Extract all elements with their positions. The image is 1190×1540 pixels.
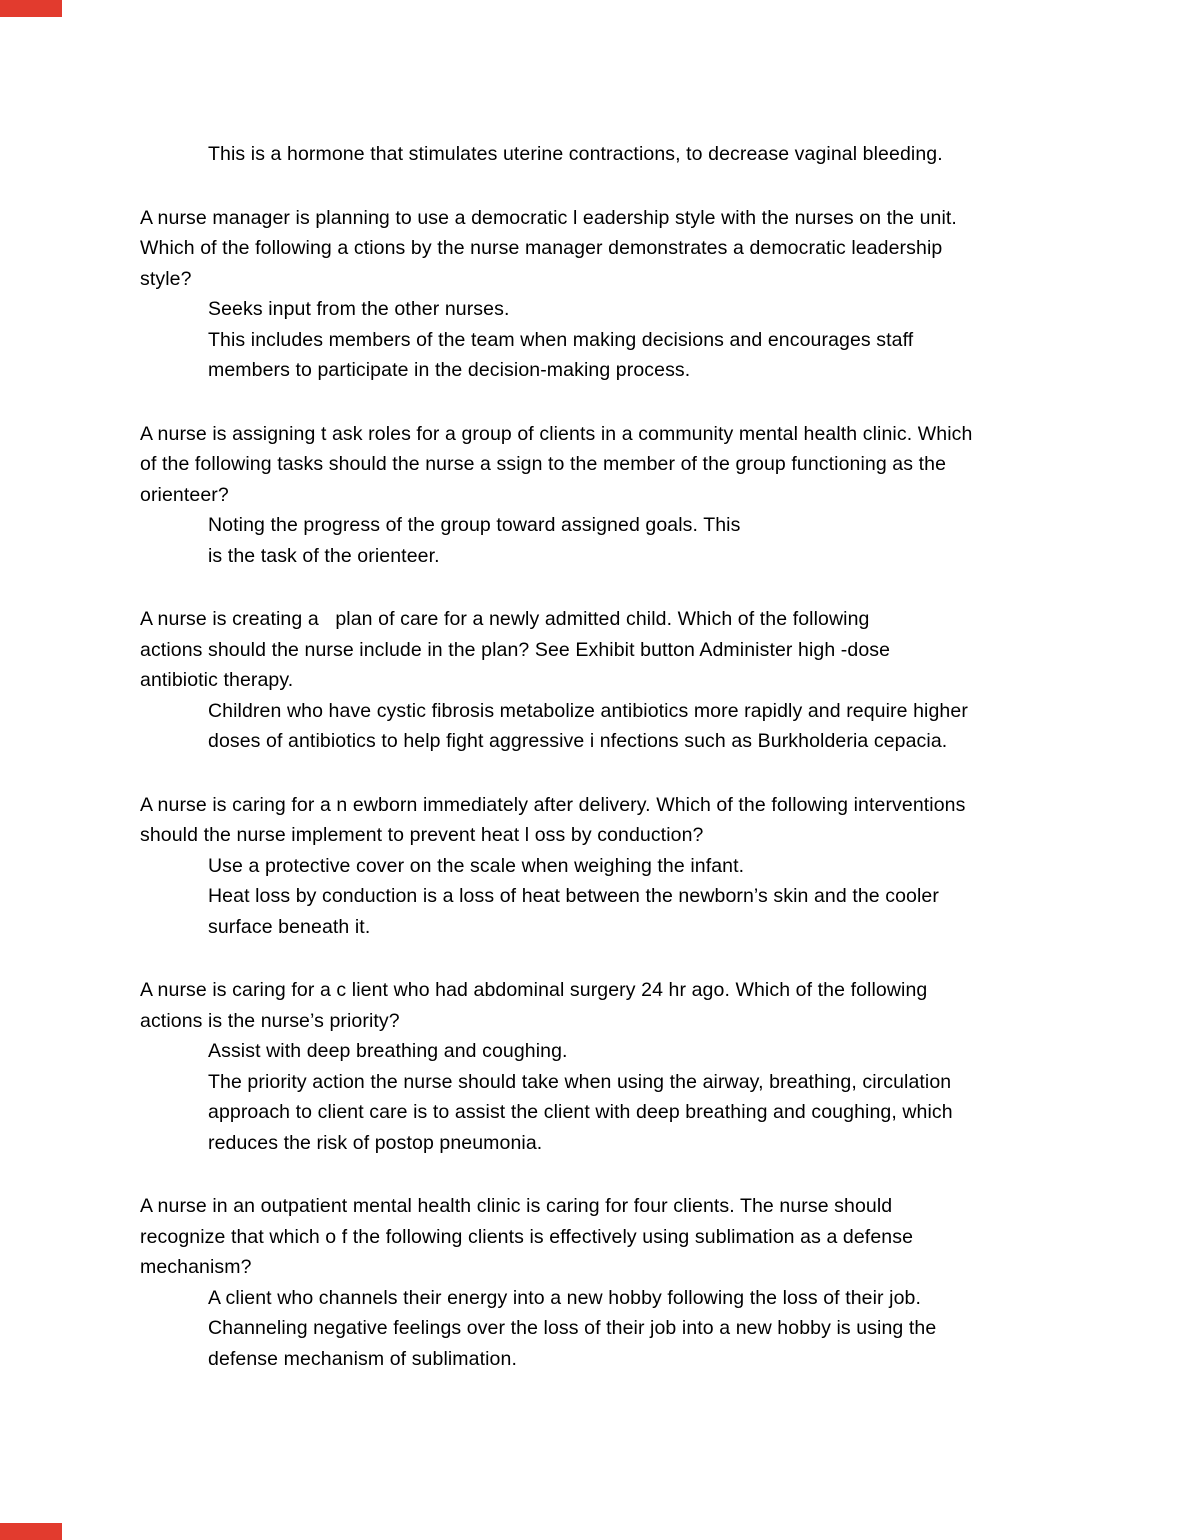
text-line: Use a protective cover on the scale when weighing the infant. — [208, 854, 745, 877]
text-line: Channeling negative feelings over the loss of their job into a new hobby is using the — [208, 1317, 937, 1339]
text-line: defense mechanism of sublimation. — [208, 1347, 517, 1370]
paragraph-block — [0, 1191, 1190, 1374]
text-line: This is a hormone that stimulates uterine contractions, to decrease vaginal bleeding. — [208, 143, 943, 165]
text-line: recognize that which o f the following clients is effectively using sublimation as a defense — [140, 1225, 914, 1248]
text-line: A nurse is caring for a n ewborn immediately after delivery. Which of the following interventions — [140, 793, 966, 816]
paragraph-block — [0, 203, 1190, 386]
text-line: of the following tasks should the nurse a ssign to the member of the group functioning as the — [140, 453, 947, 475]
paragraph-block — [0, 419, 1190, 572]
text-line: style? — [140, 267, 192, 290]
text-line: actions is the nurse’s priority? — [140, 1009, 400, 1032]
text-line: A nurse is assigning t ask roles for a group of clients in a community mental health clinic. Which — [140, 422, 973, 445]
text-line: mechanism? — [140, 1256, 252, 1278]
text-line: reduces the risk of postop pneumonia. — [208, 1131, 543, 1154]
text-line: A nurse is creating a plan of care for a newly admitted child. Which of the following — [140, 608, 870, 630]
text-line: antibiotic therapy. — [140, 669, 294, 691]
text-line: The priority action the nurse should take when using the airway, breathing, circulation — [208, 1070, 952, 1093]
paragraph-block — [0, 790, 1190, 943]
text-line: A nurse in an outpatient mental health clinic is caring for four clients. The nurse should — [140, 1195, 893, 1217]
text-line: members to participate in the decision-making process. — [208, 359, 691, 381]
text-line: should the nurse implement to prevent heat l oss by conduction? — [140, 824, 704, 846]
page-corner-marker-bottom-left — [0, 1523, 62, 1540]
text-line: Assist with deep breathing and coughing. — [208, 1040, 568, 1062]
text-line: Which of the following a ctions by the nurse manager demonstrates a democratic leadership — [140, 237, 943, 259]
text-line: Heat loss by conduction is a loss of heat between the newborn’s skin and the cooler — [208, 885, 939, 907]
text-line: is the task of the orienteer. — [208, 544, 440, 567]
paragraph-block — [0, 139, 1190, 170]
text-line: approach to client care is to assist the client with deep breathing and coughing, which — [208, 1101, 953, 1123]
paragraph-block — [0, 604, 1190, 757]
document-body — [0, 139, 1190, 1407]
paragraph-block — [0, 975, 1190, 1158]
text-line: doses of antibiotics to help fight aggressive i nfections such as Burkholderia cepacia. — [208, 730, 948, 752]
text-line: Noting the progress of the group toward assigned goals. This — [208, 514, 741, 536]
text-line: Seeks input from the other nurses. — [208, 298, 510, 320]
text-line: surface beneath it. — [208, 915, 371, 938]
text-line: Children who have cystic fibrosis metabolize antibiotics more rapidly and require higher — [208, 699, 968, 722]
text-line: actions should the nurse include in the plan? See Exhibit button Administer high -dose — [140, 638, 891, 661]
text-line: A nurse manager is planning to use a democratic l eadership style with the nurses on the unit. — [140, 206, 957, 229]
text-line: orienteer? — [140, 483, 229, 506]
text-line: A nurse is caring for a c lient who had abdominal surgery 24 hr ago. Which of the following — [140, 979, 928, 1001]
text-line: This includes members of the team when making decisions and encourages staff — [208, 328, 914, 351]
page-corner-marker-top-left — [0, 0, 62, 17]
text-line: A client who channels their energy into a new hobby following the loss of their job. — [208, 1286, 921, 1309]
